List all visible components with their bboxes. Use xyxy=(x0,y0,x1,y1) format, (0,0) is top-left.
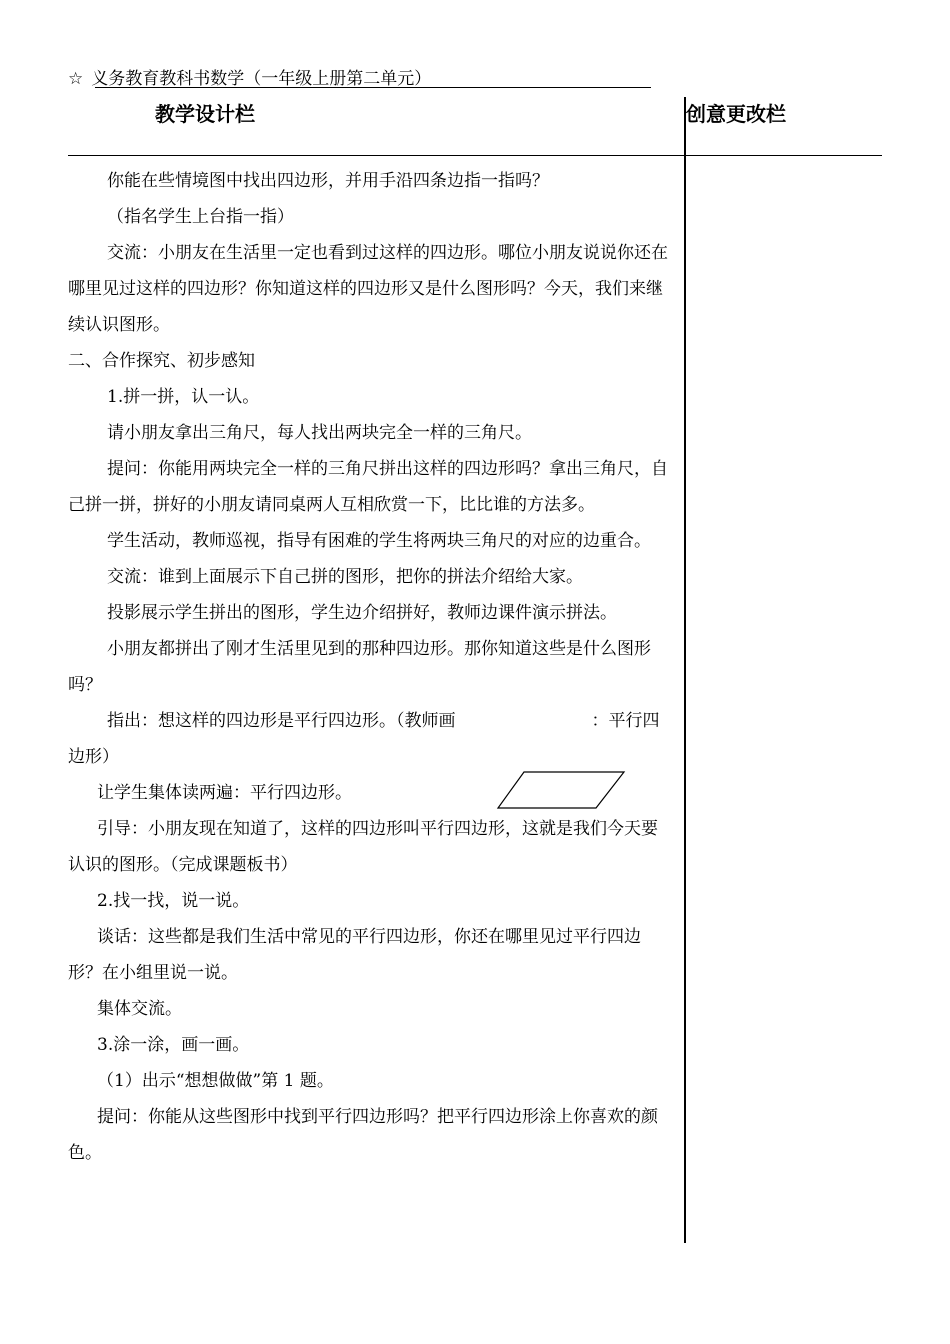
paragraph: 谈话：这些都是我们生活中常见的平行四边形，你还在哪里见过平行四边形？在小组里说一说。 xyxy=(68,927,641,983)
header-line xyxy=(68,64,431,89)
paragraph: （指名学生上台指一指） xyxy=(107,207,294,227)
subsection-heading: 1.拼一拼，认一认。 xyxy=(107,387,260,407)
paragraph: 集体交流。 xyxy=(97,999,182,1019)
paragraph: 引导：小朋友现在知道了，这样的四边形叫平行四边形，这就是我们今天要认识的图形。（完成课题板书） xyxy=(68,819,658,875)
paragraph: 提问：你能从这些图形中找到平行四边形吗？把平行四边形涂上你喜欢的颜色。 xyxy=(68,1107,658,1163)
paragraph: 交流：小朋友在生活里一定也看到过这样的四边形。哪位小朋友说说你还在哪里见过这样的四边形？你知道这样的四边形又是什么图形吗？今天，我们来继续认识图形。 xyxy=(68,243,668,335)
section-heading: 二、合作探究、初步感知 xyxy=(68,351,255,371)
header-underline xyxy=(95,87,651,88)
creative-revision-column-title: 创意更改栏 xyxy=(686,102,786,126)
paragraph: 交流：谁到上面展示下自己拼的图形，把你的拼法介绍给大家。 xyxy=(107,567,583,587)
subsection-heading: 2.找一找，说一说。 xyxy=(97,891,250,911)
paragraph: （1）出示“想想做做”第 1 题。 xyxy=(97,1071,334,1091)
teaching-design-column-title: 教学设计栏 xyxy=(155,102,255,126)
teaching-design-content xyxy=(68,163,672,1171)
paragraph: 学生活动，教师巡视，指导有困难的学生将两块三角尺的对应的边重合。 xyxy=(107,531,651,551)
header-divider xyxy=(68,155,882,156)
subsection-heading: 3.涂一涂，画一画。 xyxy=(97,1035,250,1055)
paragraph: 你能在些情境图中找出四边形，并用手沿四条边指一指吗？ xyxy=(107,171,549,191)
paragraph: 指出：想这样的四边形是平行四边形。（教师画 ：平行四边形） xyxy=(68,711,660,767)
parallelogram-figure xyxy=(496,770,626,810)
paragraph: 提问：你能用两块完全一样的三角尺拼出这样的四边形吗？拿出三角尺，自己拼一拼，拼好的小朋友请同桌两人互相欣赏一下，比比谁的方法多。 xyxy=(68,459,668,515)
star-icon: ☆ xyxy=(68,69,84,89)
paragraph: 让学生集体读两遍：平行四边形。 xyxy=(97,783,352,803)
paragraph: 投影展示学生拼出的图形，学生边介绍拼好，教师边课件演示拼法。 xyxy=(107,603,617,623)
paragraph: 请小朋友拿出三角尺，每人找出两块完全一样的三角尺。 xyxy=(107,423,532,443)
document-header-title: 义务教育教科书数学（一年级上册第二单元） xyxy=(91,69,432,89)
column-divider xyxy=(684,97,686,1243)
paragraph: 小朋友都拼出了刚才生活里见到的那种四边形。那你知道这些是什么图形吗？ xyxy=(68,639,651,695)
